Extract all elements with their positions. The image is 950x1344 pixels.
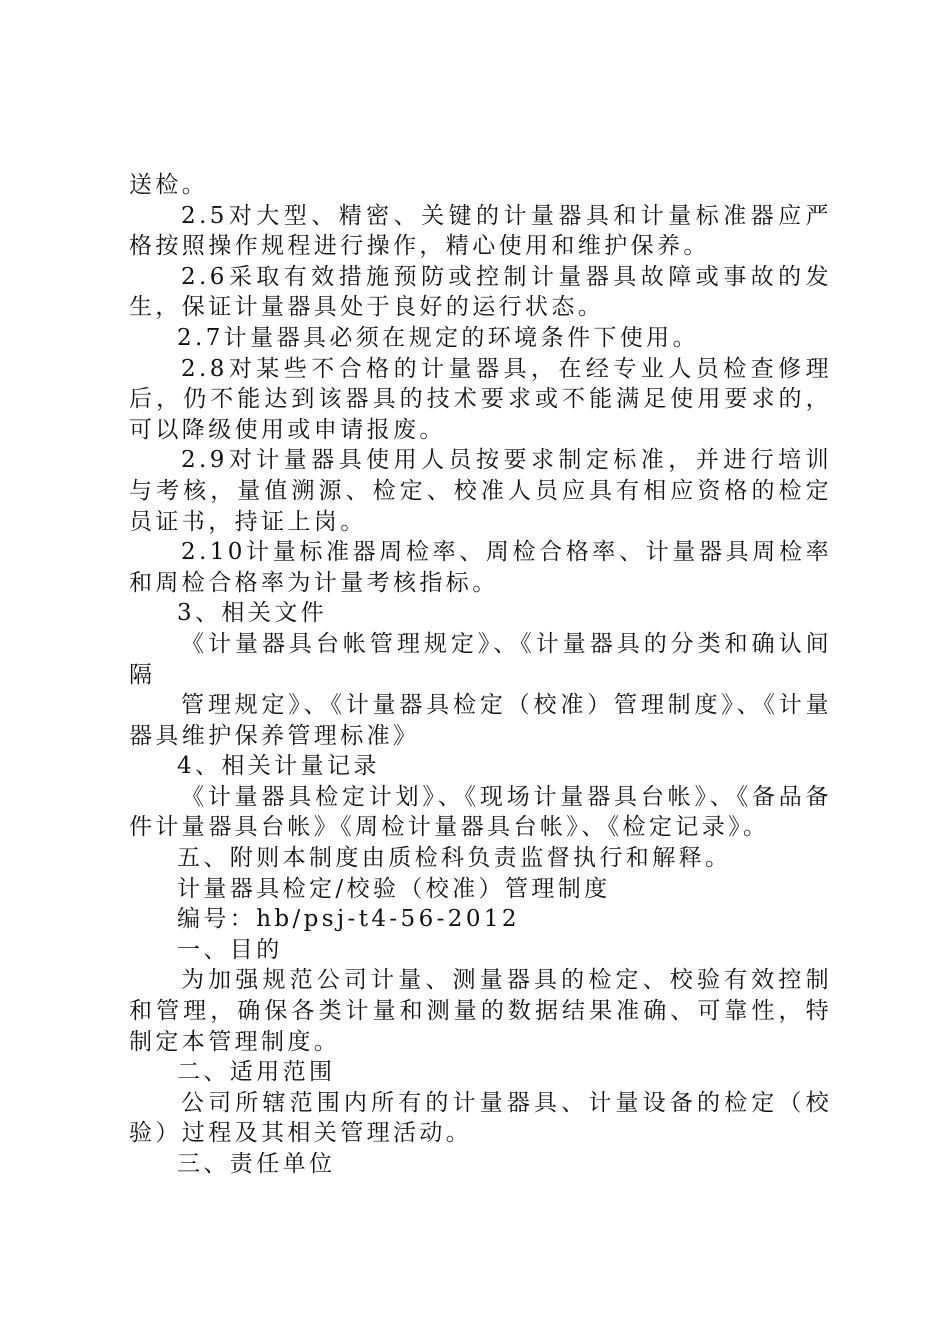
paragraph: 2.6采取有效措施预防或控制计量器具故障或事故的发生，保证计量器具处于良好的运行状态。 (129, 263, 832, 321)
paragraph: 《计量器具检定计划》、《现场计量器具台帐》、《备品备件计量器具台帐》《周检计量器具台帐》、《检定记录》。 (129, 783, 832, 841)
section-heading: 一、目的 (177, 936, 283, 963)
document-body (129, 170, 832, 1180)
paragraph: 2.8对某些不合格的计量器具，在经专业人员检查修理后，仍不能达到该器具的技术要求或不能满足使用要求的，可以降级使用或申请报废。 (129, 355, 832, 443)
paragraph: 五、附则本制度由质检科负责监督执行和解释。 (177, 845, 732, 872)
section-heading: 二、适用范围 (177, 1059, 336, 1086)
paragraph: 2.10计量标准器周检率、周检合格率、计量器具周检率和周检合格率为计量考核指标。 (129, 539, 832, 596)
document-title: 计量器具检定/校验（校准）管理制度 (177, 875, 611, 902)
section-heading: 三、责任单位 (177, 1151, 336, 1177)
paragraph: 《计量器具台帐管理规定》、《计量器具的分类和确认间隔 (129, 630, 832, 688)
paragraph: 2.5对大型、精密、关键的计量器具和计量标准器应严格按照操作规程进行操作，精心使用和维护保养。 (129, 202, 832, 260)
section-heading: 3、相关文件 (177, 600, 328, 627)
paragraph: 管理规定》、《计量器具检定（校准）管理制度》、《计量器具维护保养管理标准》 (129, 692, 832, 749)
section-heading: 4、相关计量记录 (177, 753, 380, 780)
paragraph: 2.9对计量器具使用人员按要求制定标准，并进行培训与考核，量值溯源、检定、校准人员应具有相应资格的检定员证书，持证上岗。 (129, 447, 832, 535)
paragraph: 为加强规范公司计量、测量器具的检定、校验有效控制和管理，确保各类计量和测量的数据结果准确、可靠性，特制定本管理制度。 (129, 967, 832, 1055)
document-number: 编号：hb/psj-t4-56-2012 (177, 906, 520, 933)
paragraph: 2.7计量器具必须在规定的环境条件下使用。 (177, 324, 699, 351)
paragraph: 送检。 (129, 172, 209, 198)
paragraph: 公司所辖范围内所有的计量器具、计量设备的检定（校验）过程及其相关管理活动。 (129, 1089, 832, 1147)
